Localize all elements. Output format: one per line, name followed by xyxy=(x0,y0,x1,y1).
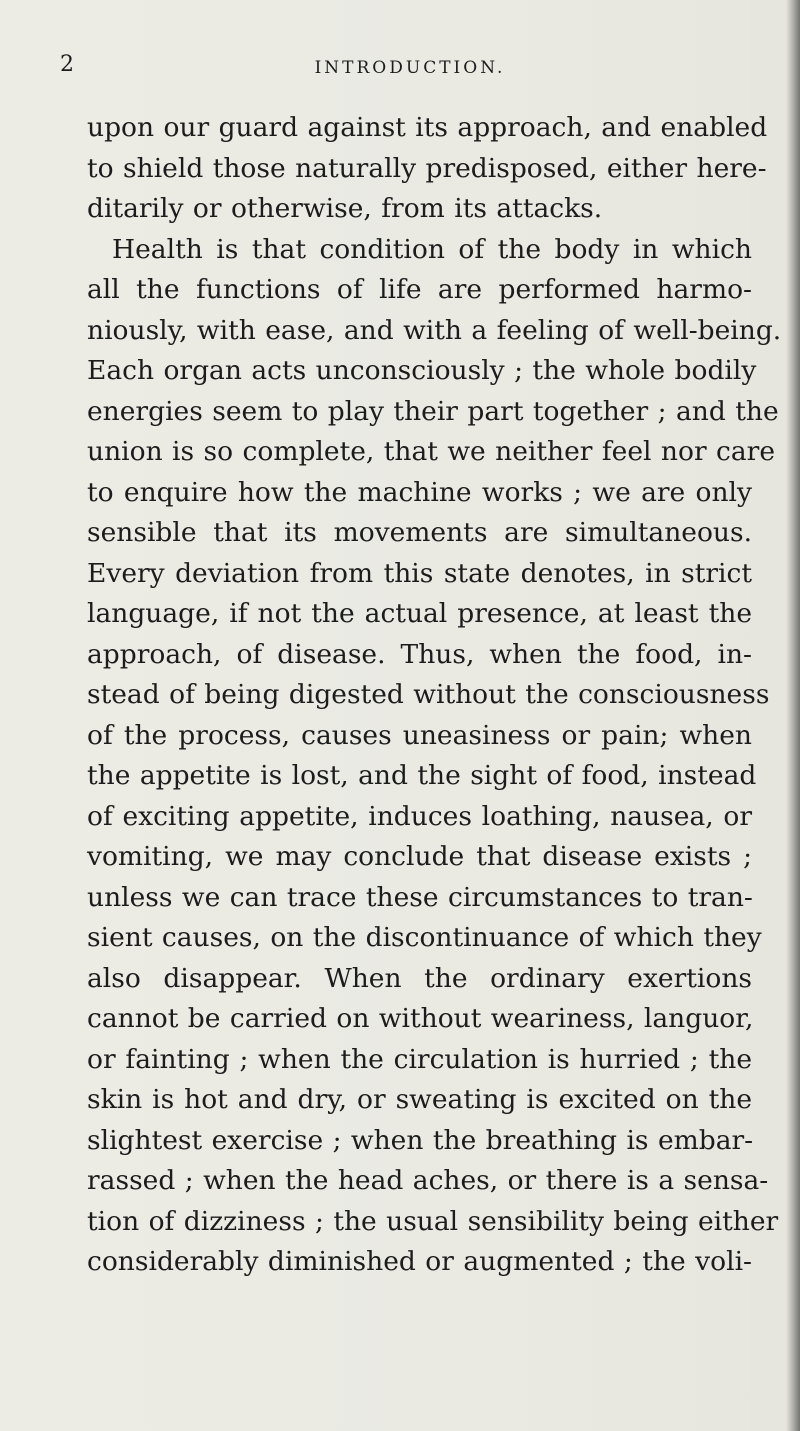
page-number: 2 xyxy=(60,52,75,77)
text-line: niously, with ease, and with a feeling of well-being. xyxy=(87,314,782,346)
text-line: to enquire how the machine works ; we are only xyxy=(87,476,752,508)
text-line: cannot be carried on without weariness, languor, xyxy=(87,1003,754,1034)
text-line: sensible that its movements are simultaneous. xyxy=(87,517,752,548)
running-head: INTRODUCTION. xyxy=(314,58,506,78)
text-line: language, if not the actual presence, at least the xyxy=(87,598,752,629)
text-line: vomiting, we may conclude that disease exists ; xyxy=(87,841,752,872)
text-line: energies seem to play their part together ; and the xyxy=(87,395,779,427)
text-line: ditarily or otherwise, from its attacks. xyxy=(87,193,603,224)
text-line: all the functions of life are performed harmo- xyxy=(87,274,752,305)
text-line: approach, of disease. Thus, when the food, in- xyxy=(87,638,752,670)
text-line: sient causes, on the discontinuance of which they xyxy=(87,922,762,953)
text-line: skin is hot and dry, or sweating is excited on the xyxy=(87,1084,752,1115)
text-line: rassed ; when the head aches, or there is a sensa- xyxy=(87,1165,769,1196)
page-edge-shadow xyxy=(786,0,800,1431)
text-line: or fainting ; when the circulation is hurried ; the xyxy=(87,1043,752,1075)
text-line: the appetite is lost, and the sight of food, instead xyxy=(87,760,757,791)
text-line: of the process, causes uneasiness or pain; when xyxy=(87,719,752,751)
text-line: tion of dizziness ; the usual sensibility being either xyxy=(87,1205,779,1237)
text-line: of exciting appetite, induces loathing, nausea, or xyxy=(87,800,752,832)
text-line: also disappear. When the ordinary exertions xyxy=(87,962,752,994)
text-line: upon our guard against its approach, and enabled xyxy=(87,112,768,143)
paragraph-first-line: Health is that condition of the body in which xyxy=(112,233,752,265)
text-line: Each organ acts unconsciously ; the whole bodily xyxy=(87,355,757,386)
text-line: unless we can trace these circumstances to tran- xyxy=(87,881,753,913)
text-line: union is so complete, that we neither feel nor care xyxy=(87,436,776,467)
body-text xyxy=(87,108,782,1283)
text-line: Every deviation from this state denotes, in strict xyxy=(87,557,752,589)
text-line: slightest exercise ; when the breathing is embar- xyxy=(87,1124,754,1156)
text-line: considerably diminished or augmented ; the voli- xyxy=(87,1246,752,1277)
text-line: to shield those naturally predisposed, either here- xyxy=(87,152,767,184)
text-line: stead of being digested without the consciousness xyxy=(87,679,770,710)
